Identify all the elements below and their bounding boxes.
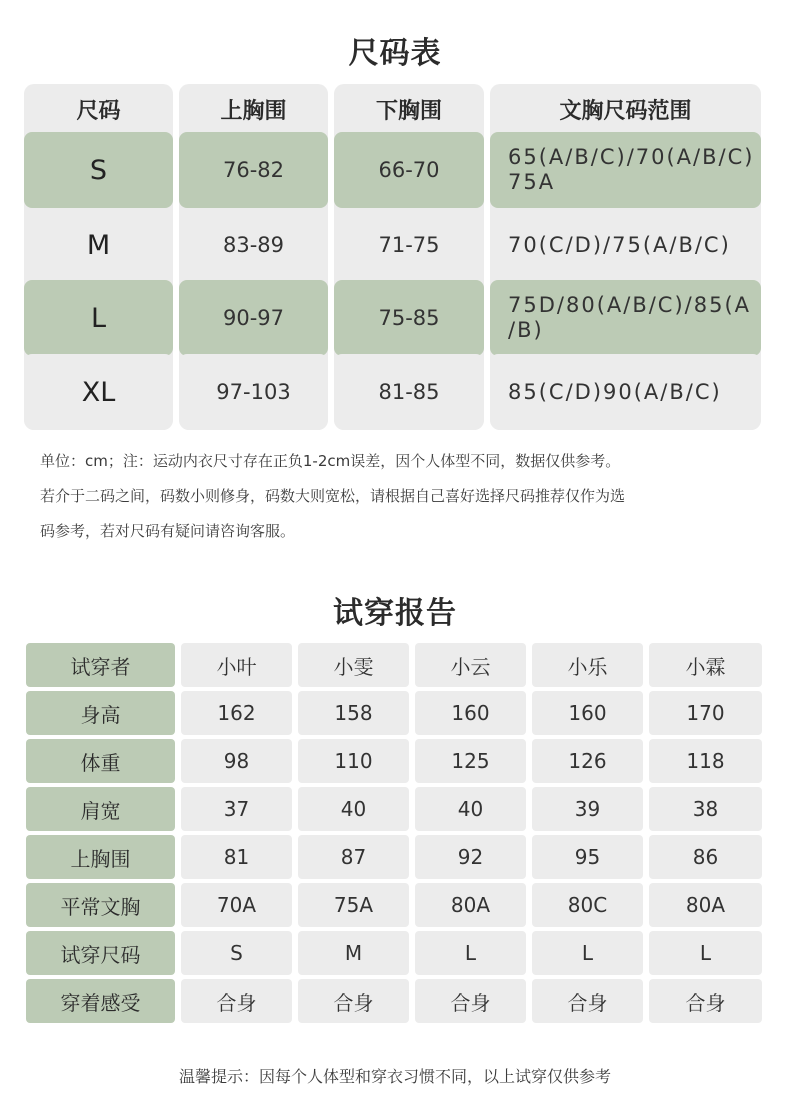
trial-value-cell: 39 xyxy=(532,787,643,831)
trial-value-cell: 75A xyxy=(298,883,409,927)
bra-range-line: /B) xyxy=(508,318,544,342)
bra-range-line: 70(C/D)/75(A/B/C) xyxy=(508,232,731,257)
size-column xyxy=(24,84,173,430)
upper-bust-cell: 76-82 xyxy=(179,132,328,208)
trial-value-cell: L xyxy=(415,931,526,975)
under-bust-cell: 75-85 xyxy=(334,280,484,356)
bra-range-line: 65(A/B/C)/70(A/B/C) xyxy=(508,145,755,169)
note-line: 码参考，若对尺码有疑问请咨询客服。 xyxy=(40,522,296,540)
upper-bust-cell: 97-103 xyxy=(179,354,328,430)
bra-range-line: 85(C/D)90(A/B/C) xyxy=(508,379,722,404)
size-cell: S xyxy=(24,132,173,208)
trial-value-cell: S xyxy=(181,931,292,975)
trial-value-cell: 98 xyxy=(181,739,292,783)
size-cell: M xyxy=(24,208,173,282)
size-header: 尺码 xyxy=(76,98,121,124)
tester-name-cell: 小霖 xyxy=(649,643,762,687)
trial-value-cell: 170 xyxy=(649,691,762,735)
tester-name-cell: 小云 xyxy=(415,643,526,687)
note-line: 若介于二码之间，码数小则修身，码数大则宽松，请根据自己喜好选择尺码推荐仅作为选 xyxy=(40,487,626,505)
trial-value-cell: L xyxy=(532,931,643,975)
trial-value-cell: 38 xyxy=(649,787,762,831)
bra-range-column xyxy=(490,84,761,430)
under-bust-cell: 81-85 xyxy=(334,354,484,430)
trial-row-label: 试穿者 xyxy=(26,643,175,687)
trial-value-cell: 37 xyxy=(181,787,292,831)
bra-range-line: 75D/80(A/B/C)/85(A xyxy=(508,293,752,317)
bra-range-cell xyxy=(490,354,761,430)
trial-value-cell: L xyxy=(649,931,762,975)
bra-range-cell xyxy=(490,280,761,356)
trial-value-cell: 160 xyxy=(415,691,526,735)
trial-value-cell: 合身 xyxy=(415,979,526,1023)
trial-value-cell: 126 xyxy=(532,739,643,783)
upper-bust-cell: 83-89 xyxy=(179,208,328,282)
upper-bust-column xyxy=(179,84,328,430)
trial-value-cell: 95 xyxy=(532,835,643,879)
trial-value-cell: 合身 xyxy=(532,979,643,1023)
trial-value-cell: 合身 xyxy=(298,979,409,1023)
trial-value-cell: 70A xyxy=(181,883,292,927)
trial-value-cell: 80A xyxy=(649,883,762,927)
bra-range-header: 文胸尺码范围 xyxy=(559,98,692,124)
trial-value-cell: 87 xyxy=(298,835,409,879)
bra-range-cell xyxy=(490,208,761,282)
trial-row-label: 体重 xyxy=(26,739,175,783)
trial-value-cell: 合身 xyxy=(181,979,292,1023)
under-bust-header: 下胸围 xyxy=(375,98,442,124)
trial-value-cell: 158 xyxy=(298,691,409,735)
bra-range-cell xyxy=(490,132,761,208)
note-line: 单位：cm；注：运动内衣尺寸存在正负1-2cm误差，因个人体型不同，数据仅供参考。 xyxy=(40,452,621,470)
size-table-title: 尺码表 xyxy=(348,36,442,71)
trial-value-cell: 92 xyxy=(415,835,526,879)
trial-value-cell: M xyxy=(298,931,409,975)
trial-value-cell: 125 xyxy=(415,739,526,783)
trial-value-cell: 40 xyxy=(298,787,409,831)
under-bust-cell: 71-75 xyxy=(334,208,484,282)
trial-value-cell: 86 xyxy=(649,835,762,879)
tester-name-cell: 小乐 xyxy=(532,643,643,687)
trial-row-label: 平常文胸 xyxy=(26,883,175,927)
size-notes xyxy=(40,444,760,549)
trial-value-cell: 118 xyxy=(649,739,762,783)
upper-bust-cell: 90-97 xyxy=(179,280,328,356)
trial-value-cell: 80C xyxy=(532,883,643,927)
trial-row-label: 肩宽 xyxy=(26,787,175,831)
trial-value-cell: 81 xyxy=(181,835,292,879)
bra-range-line: 75A xyxy=(508,170,556,194)
trial-value-cell: 80A xyxy=(415,883,526,927)
trial-row-label: 穿着感受 xyxy=(26,979,175,1023)
trial-row-label: 身高 xyxy=(26,691,175,735)
tester-name-cell: 小叶 xyxy=(181,643,292,687)
footer-tip: 温馨提示：因每个人体型和穿衣习惯不同，以上试穿仅供参考 xyxy=(178,1067,611,1086)
trial-value-cell: 40 xyxy=(415,787,526,831)
trial-row-label: 上胸围 xyxy=(26,835,175,879)
trial-value-cell: 160 xyxy=(532,691,643,735)
trial-value-cell: 162 xyxy=(181,691,292,735)
under-bust-cell: 66-70 xyxy=(334,132,484,208)
trial-row-label: 试穿尺码 xyxy=(26,931,175,975)
trial-value-cell: 110 xyxy=(298,739,409,783)
trial-value-cell: 合身 xyxy=(649,979,762,1023)
size-cell: L xyxy=(24,280,173,356)
size-cell: XL xyxy=(24,354,173,430)
upper-bust-header: 上胸围 xyxy=(220,98,287,124)
tester-name-cell: 小雯 xyxy=(298,643,409,687)
trial-report-title: 试穿报告 xyxy=(333,596,457,631)
under-bust-column xyxy=(334,84,484,430)
